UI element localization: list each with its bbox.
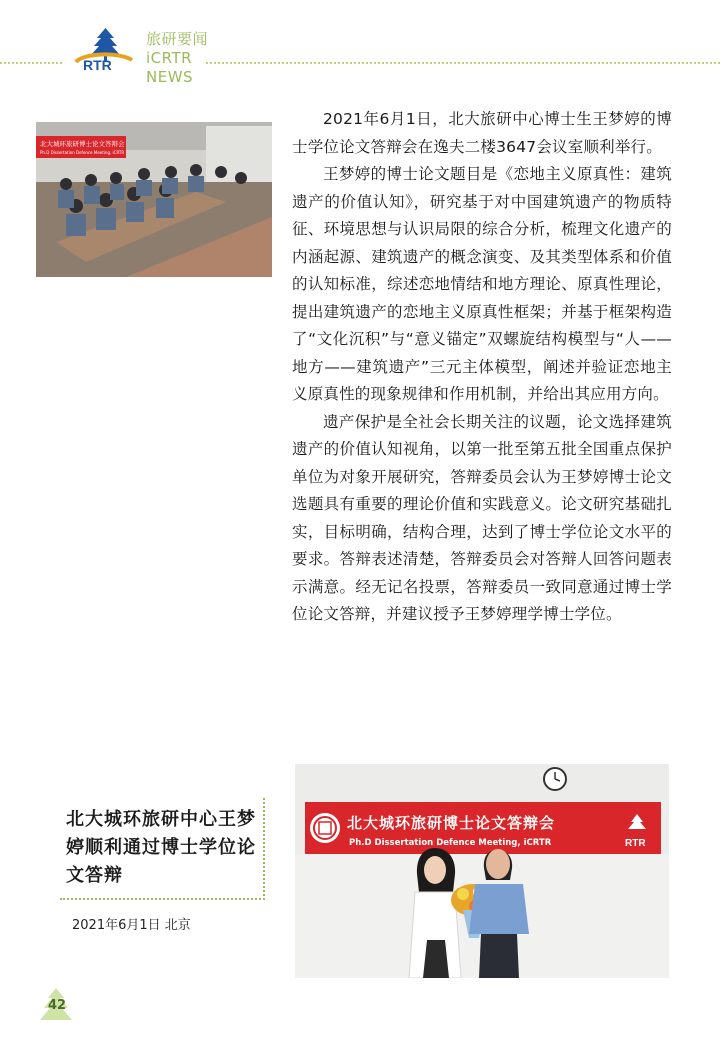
section-title-en2: NEWS [146,68,194,86]
svg-text:北大城环旅研博士论文答辩会: 北大城环旅研博士论文答辩会 [40,140,125,148]
article-body [292,106,672,629]
clock-icon [544,768,566,790]
svg-text:RTR: RTR [83,57,112,73]
svg-text:Ph.D Dissertation Defence Meet: Ph.D Dissertation Defence Meeting, iCRTR [349,838,552,848]
header-divider-left [0,62,62,64]
svg-text:北大城环旅研博士论文答辩会: 北大城环旅研博士论文答辩会 [347,814,556,832]
header-divider-right [206,62,720,64]
article-title: 北大城环旅研中心王梦婷顺利通过博士学位论文答辩 [66,809,256,886]
section-title-cn: 旅研要闻 [146,30,209,48]
date-location: 2021年6月1日 北京 [72,918,191,933]
icrtr-logo [70,24,140,74]
svg-text:Ph.D Dissertation Defence Meet: Ph.D Dissertation Defence Meeting, iCRTR [40,150,125,155]
article-paragraph: 王梦婷的博士论文题目是《恋地主义原真性：建筑遗产的价值认知》，研究基于对中国建筑遗产的物质特征、环境思想与认识局限的综合分析，梳理文化遗产的内涵起源、建筑遗产的概念演变、及其类型体系和价值的认知标准，综述恋地情结和地方理论、原真性理论，提出建筑遗产的恋地主义原真性框架；并基于框架构造了“文化沉积”与“意义锚定”双螺旋结构模型与“人——地方——建筑遗产”三元主体模型，阐述并验证恋地主义原真性的现象规律和作用机制，并给出其应用方向。 [292,165,672,403]
ceremony-photo [295,764,669,978]
article-paragraph: 2021年6月1日，北大旅研中心博士生王梦婷的博士学位论文答辩会在逸夫二楼3647会议室顺利举行。 [292,110,672,156]
section-header [146,30,208,87]
article-paragraph: 遗产保护是全社会长期关注的议题，论文选择建筑遗产的价值认知视角，以第一批至第五批全国重点保护单位为对象开展研究，答辩委员会认为王梦婷博士论文选题具有重要的理论价值和实践意义。论文研究基础扎实，目标明确，结构合理，达到了博士学位论文水平的要求。答辩表述清楚，答辩委员会对答辩人回答问题表示满意。经无记名投票，答辩委员一致同意通过博士学位论文答辩，并建议授予王梦婷理学博士学位。 [292,412,672,623]
page-number: 42 [48,998,67,1013]
meeting-room-photo [36,122,272,277]
section-title-en1: iCRTR [146,49,193,67]
university-seal-icon [310,813,340,843]
svg-text:RTR: RTR [625,838,646,849]
